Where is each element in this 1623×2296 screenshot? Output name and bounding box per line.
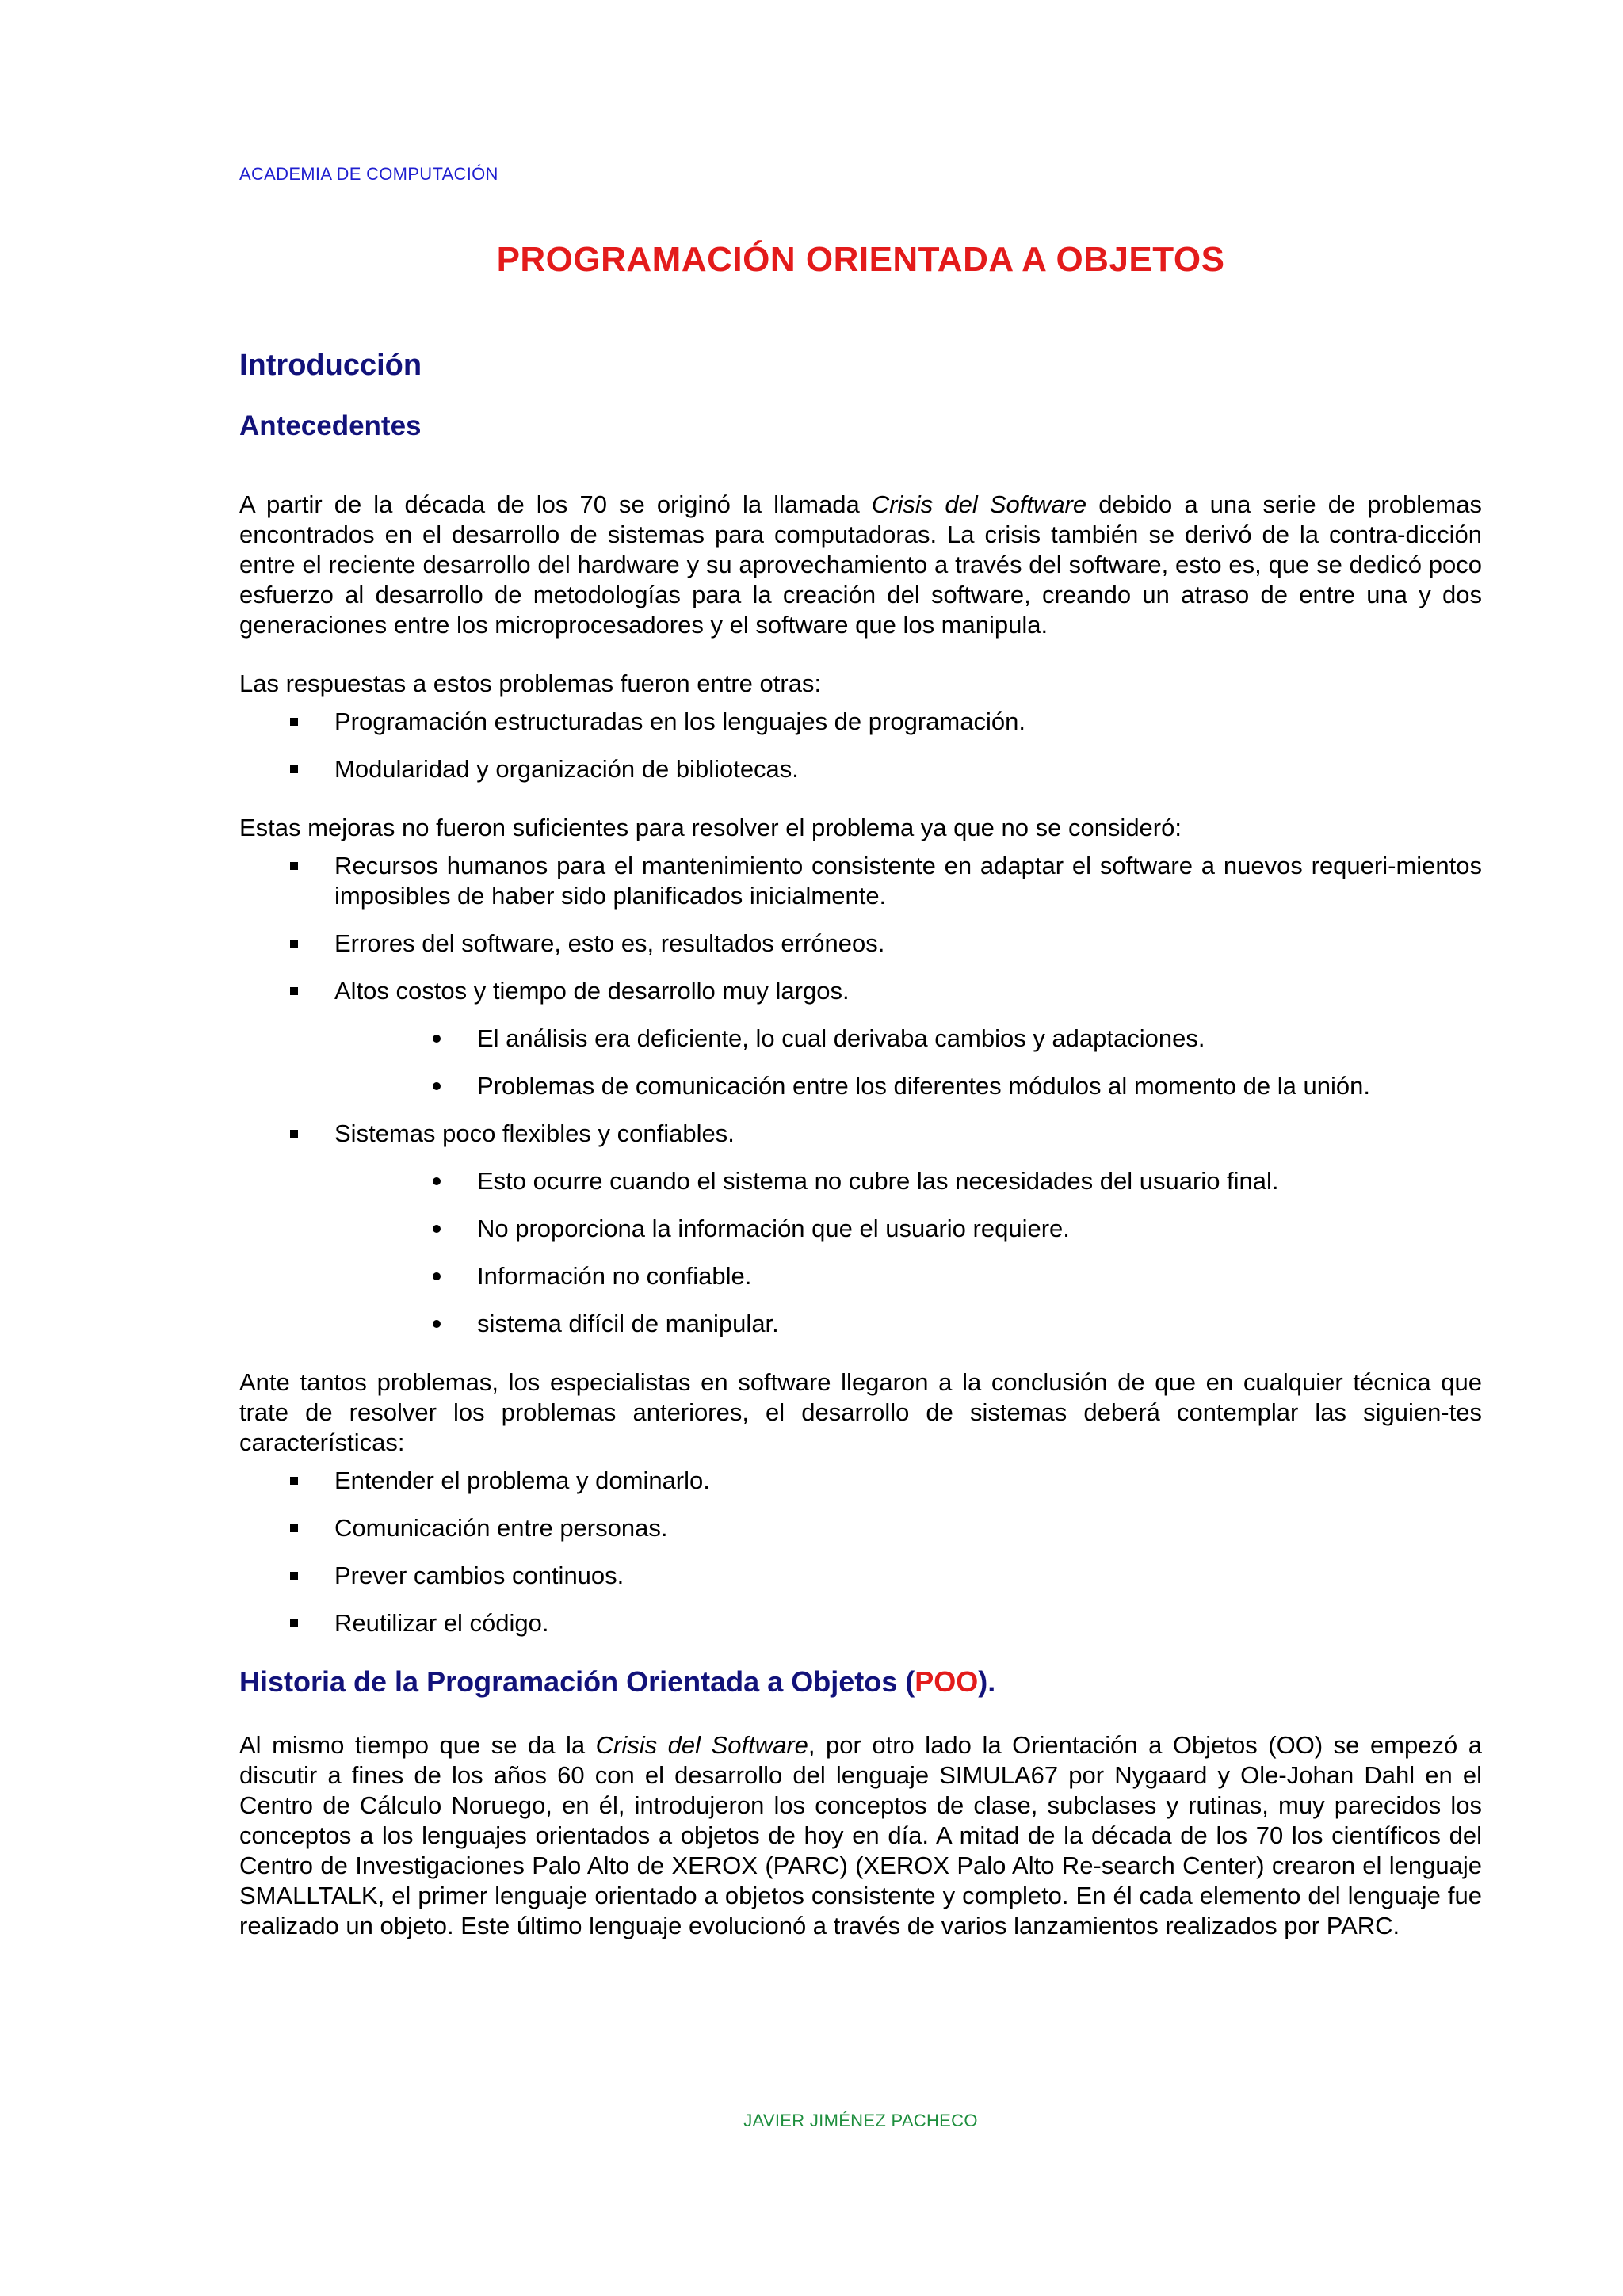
square-bullet-icon [290,718,298,726]
round-bullet-icon [433,1272,441,1280]
list-item: Errores del software, esto es, resultados erróneos. [239,929,1482,959]
header-label: ACADEMIA DE COMPUTACIÓN [239,164,498,184]
emphasis-crisis-software: Crisis del Software [595,1731,808,1759]
round-bullet-icon [433,1177,441,1185]
square-bullet-icon [290,765,298,773]
sublist-costos [334,1024,1482,1101]
round-bullet-icon [433,1082,441,1090]
list-item: Modularidad y organización de bibliotecas. [239,754,1482,784]
emphasis-crisis-software: Crisis del Software [871,490,1087,518]
round-bullet-icon [433,1035,441,1043]
paragraph-historia: Al mismo tiempo que se da la Crisis del Software, por otro lado la Orientación a Objetos (OO) se empezó a discutir a fines de los años 60 con el desarrollo del lenguaje SIMULA67 por Nygaard y Ole-Johan Dahl en el Centro de Cálculo Noruego, en él, introdujeron los conceptos de clase, subclases y rutinas, muy parecidos los conceptos a los lenguajes orientados a objetos de hoy en día. A mitad de la década de los 70 los científicos del Centro de Investigaciones Palo Alto de XEROX (PARC) (XEROX Palo Alto Re-search Center) crearon el lenguaje SMALLTALK, el primer lenguaje orientado a objetos consistente y completo. En él cada elemento del lenguaje fue realizado un objeto. Este último lenguaje evolucionó a través de varios lanzamientos realizados por PARC. [239,1731,1482,1939]
paragraph-respuestas: Las respuestas a estos problemas fueron entre otras: [239,669,822,697]
sublist-item: Información no confiable. [334,1261,1482,1291]
acronym-poo: POO [915,1665,979,1698]
subsection-heading-antecedentes: Antecedentes [239,410,422,441]
sublist-item: No proporciona la información que el usuario requiere. [334,1214,1482,1244]
sublist-sistemas [334,1166,1482,1339]
square-bullet-icon [290,1477,298,1485]
list-item: Comunicación entre personas. [239,1513,1482,1543]
list-item: Programación estructuradas en los lenguajes de programación. [239,707,1482,737]
list-item: Recursos humanos para el mantenimiento consistente en adaptar el software a nuevos requeri-mientos imposibles de haber sido planificados inicialmente. [239,851,1482,911]
list-respuestas [239,707,1482,784]
document-title: PROGRAMACIÓN ORIENTADA A OBJETOS [496,240,1225,279]
paragraph-conclusion: Ante tantos problemas, los especialistas en software llegaron a la conclusión de que en cualquier técnica que trate de resolver los problemas anteriores, el desarrollo de sistemas deberá contemplar las siguien-tes características: [239,1368,1482,1456]
sublist-item: El análisis era deficiente, lo cual derivaba cambios y adaptaciones. [334,1024,1482,1054]
round-bullet-icon [433,1320,441,1328]
paragraph-crisis-software: A partir de la década de los 70 se originó la llamada Crisis del Software debido a una serie de problemas encontrados en el desarrollo de sistemas para computadoras. La crisis también se derivó de la contra-dicción entre el reciente desarrollo del hardware y su aprovechamiento a través del software, esto es, que se dedicó poco esfuerzo al desarrollo de metodologías para la creación del software, creando un atraso de entre una y dos generaciones entre los microprocesadores y el software que los manipula. [239,490,1482,639]
square-bullet-icon [290,987,298,995]
square-bullet-icon [290,1524,298,1532]
list-item: Sistemas poco flexibles y confiables. Esto ocurre cuando el sistema no cubre las necesidades del usuario final. No proporciona la información que el usuario requiere. Información no confiable. sistema difícil de manipular. [239,1119,1482,1339]
list-caracteristicas [239,1466,1482,1638]
square-bullet-icon [290,940,298,948]
list-no-considerado [239,851,1482,1339]
square-bullet-icon [290,1130,298,1138]
list-item: Reutilizar el código. [239,1608,1482,1638]
round-bullet-icon [433,1225,441,1233]
sublist-item: sistema difícil de manipular. [334,1309,1482,1339]
sublist-item: Problemas de comunicación entre los diferentes módulos al momento de la unión. [334,1071,1482,1101]
square-bullet-icon [290,862,298,870]
list-item: Altos costos y tiempo de desarrollo muy largos. El análisis era deficiente, lo cual derivaba cambios y adaptaciones. Problemas de comunicación entre los diferentes módulos al momento de la unión. [239,976,1482,1101]
document-body [239,342,1482,1941]
section-heading-historia: Historia de la Programación Orientada a Objetos (POO). [239,1665,996,1698]
section-heading-introduccion: Introducción [239,349,422,382]
list-item: Prever cambios continuos. [239,1561,1482,1591]
footer-author: JAVIER JIMÉNEZ PACHECO [743,2111,978,2130]
list-item: Entender el problema y dominarlo. [239,1466,1482,1496]
paragraph-mejoras: Estas mejoras no fueron suficientes para resolver el problema ya que no se consideró: [239,814,1182,841]
square-bullet-icon [290,1572,298,1580]
square-bullet-icon [290,1619,298,1627]
sublist-item: Esto ocurre cuando el sistema no cubre las necesidades del usuario final. [334,1166,1482,1196]
